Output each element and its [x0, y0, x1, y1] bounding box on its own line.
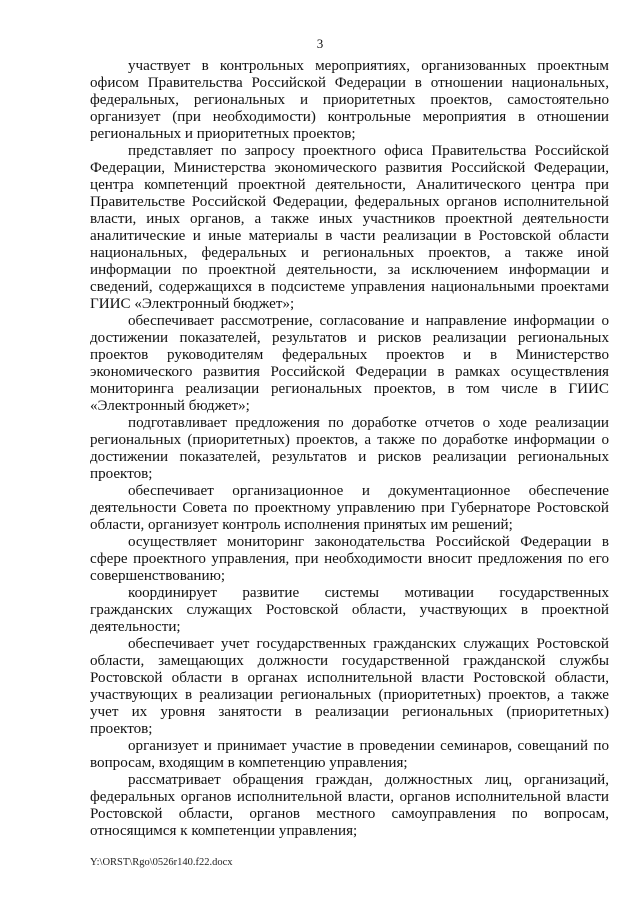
paragraph: обеспечивает организационное и документационное обеспечение деятельности Совета по проектному управлению при Губернаторе Ростовской области, организует контроль исполнения принятых им решений; [90, 483, 609, 533]
paragraph: подготавливает предложения по доработке отчетов о ходе реализации региональных (приоритетных) проектов, а также по доработке информации о достижении показателей, результатов и рисков реализации региональных проектов; [90, 415, 609, 482]
paragraph: организует и принимает участие в проведении семинаров, совещаний по вопросам, входящим в компетенцию управления; [90, 738, 609, 771]
page-number: 3 [316, 36, 324, 51]
paragraph: представляет по запросу проектного офиса Правительства Российской Федерации, Министерства экономического развития Российской Федерации, центра компетенций проектной деятельности, Аналитического центра при Правительстве Российской Федерации, федеральных органов исполнительной власти, иных органов, а также иных участников проектной деятельности аналитические и иные материалы в части реализации в Ростовской области национальных, федеральных и региональных проектов, а также иной информации по проектной деятельности, за исключением информации и сведений, содержащихся в подсистеме управления национальными проектами ГИИС «Электронный бюджет»; [90, 143, 609, 312]
footer-file-path: Y:\ORST\Rgo\0526r140.f22.docx [90, 857, 233, 868]
paragraph: осуществляет мониторинг законодательства Российской Федерации в сфере проектного управления, при необходимости вносит предложения по его совершенствованию; [90, 534, 609, 584]
paragraph: координирует развитие системы мотивации государственных гражданских служащих Ростовской области, участвующих в проектной деятельности; [90, 585, 609, 635]
paragraph: рассматривает обращения граждан, должностных лиц, организаций, федеральных органов исполнительной власти, органов исполнительной власти Ростовской области, органов местного самоуправления по вопросам, относящимся к компетенции управления; [90, 772, 609, 839]
paragraph: обеспечивает рассмотрение, согласование и направление информации о достижении показателей, результатов и рисков реализации региональных проектов руководителям федеральных проектов и в Министерство экономического развития Российской Федерации в рамках осуществления мониторинга реализации региональных проектов, в том числе в ГИИС «Электронный бюджет»; [90, 313, 609, 414]
paragraph: участвует в контрольных мероприятиях, организованных проектным офисом Правительства Российской Федерации в отношении национальных, федеральных, региональных и приоритетных проектов, самостоятельно организует (при необходимости) контрольные мероприятия в отношении региональных и приоритетных проектов; [90, 58, 609, 142]
paragraph: обеспечивает учет государственных гражданских служащих Ростовской области, замещающих должности государственной гражданской службы Ростовской области в органах исполнительной власти Ростовской области, участвующих в реализации региональных (приоритетных) проектов, а также учет их уровня занятости в реализации региональных (приоритетных) проектов; [90, 636, 609, 737]
document-body [90, 58, 609, 840]
